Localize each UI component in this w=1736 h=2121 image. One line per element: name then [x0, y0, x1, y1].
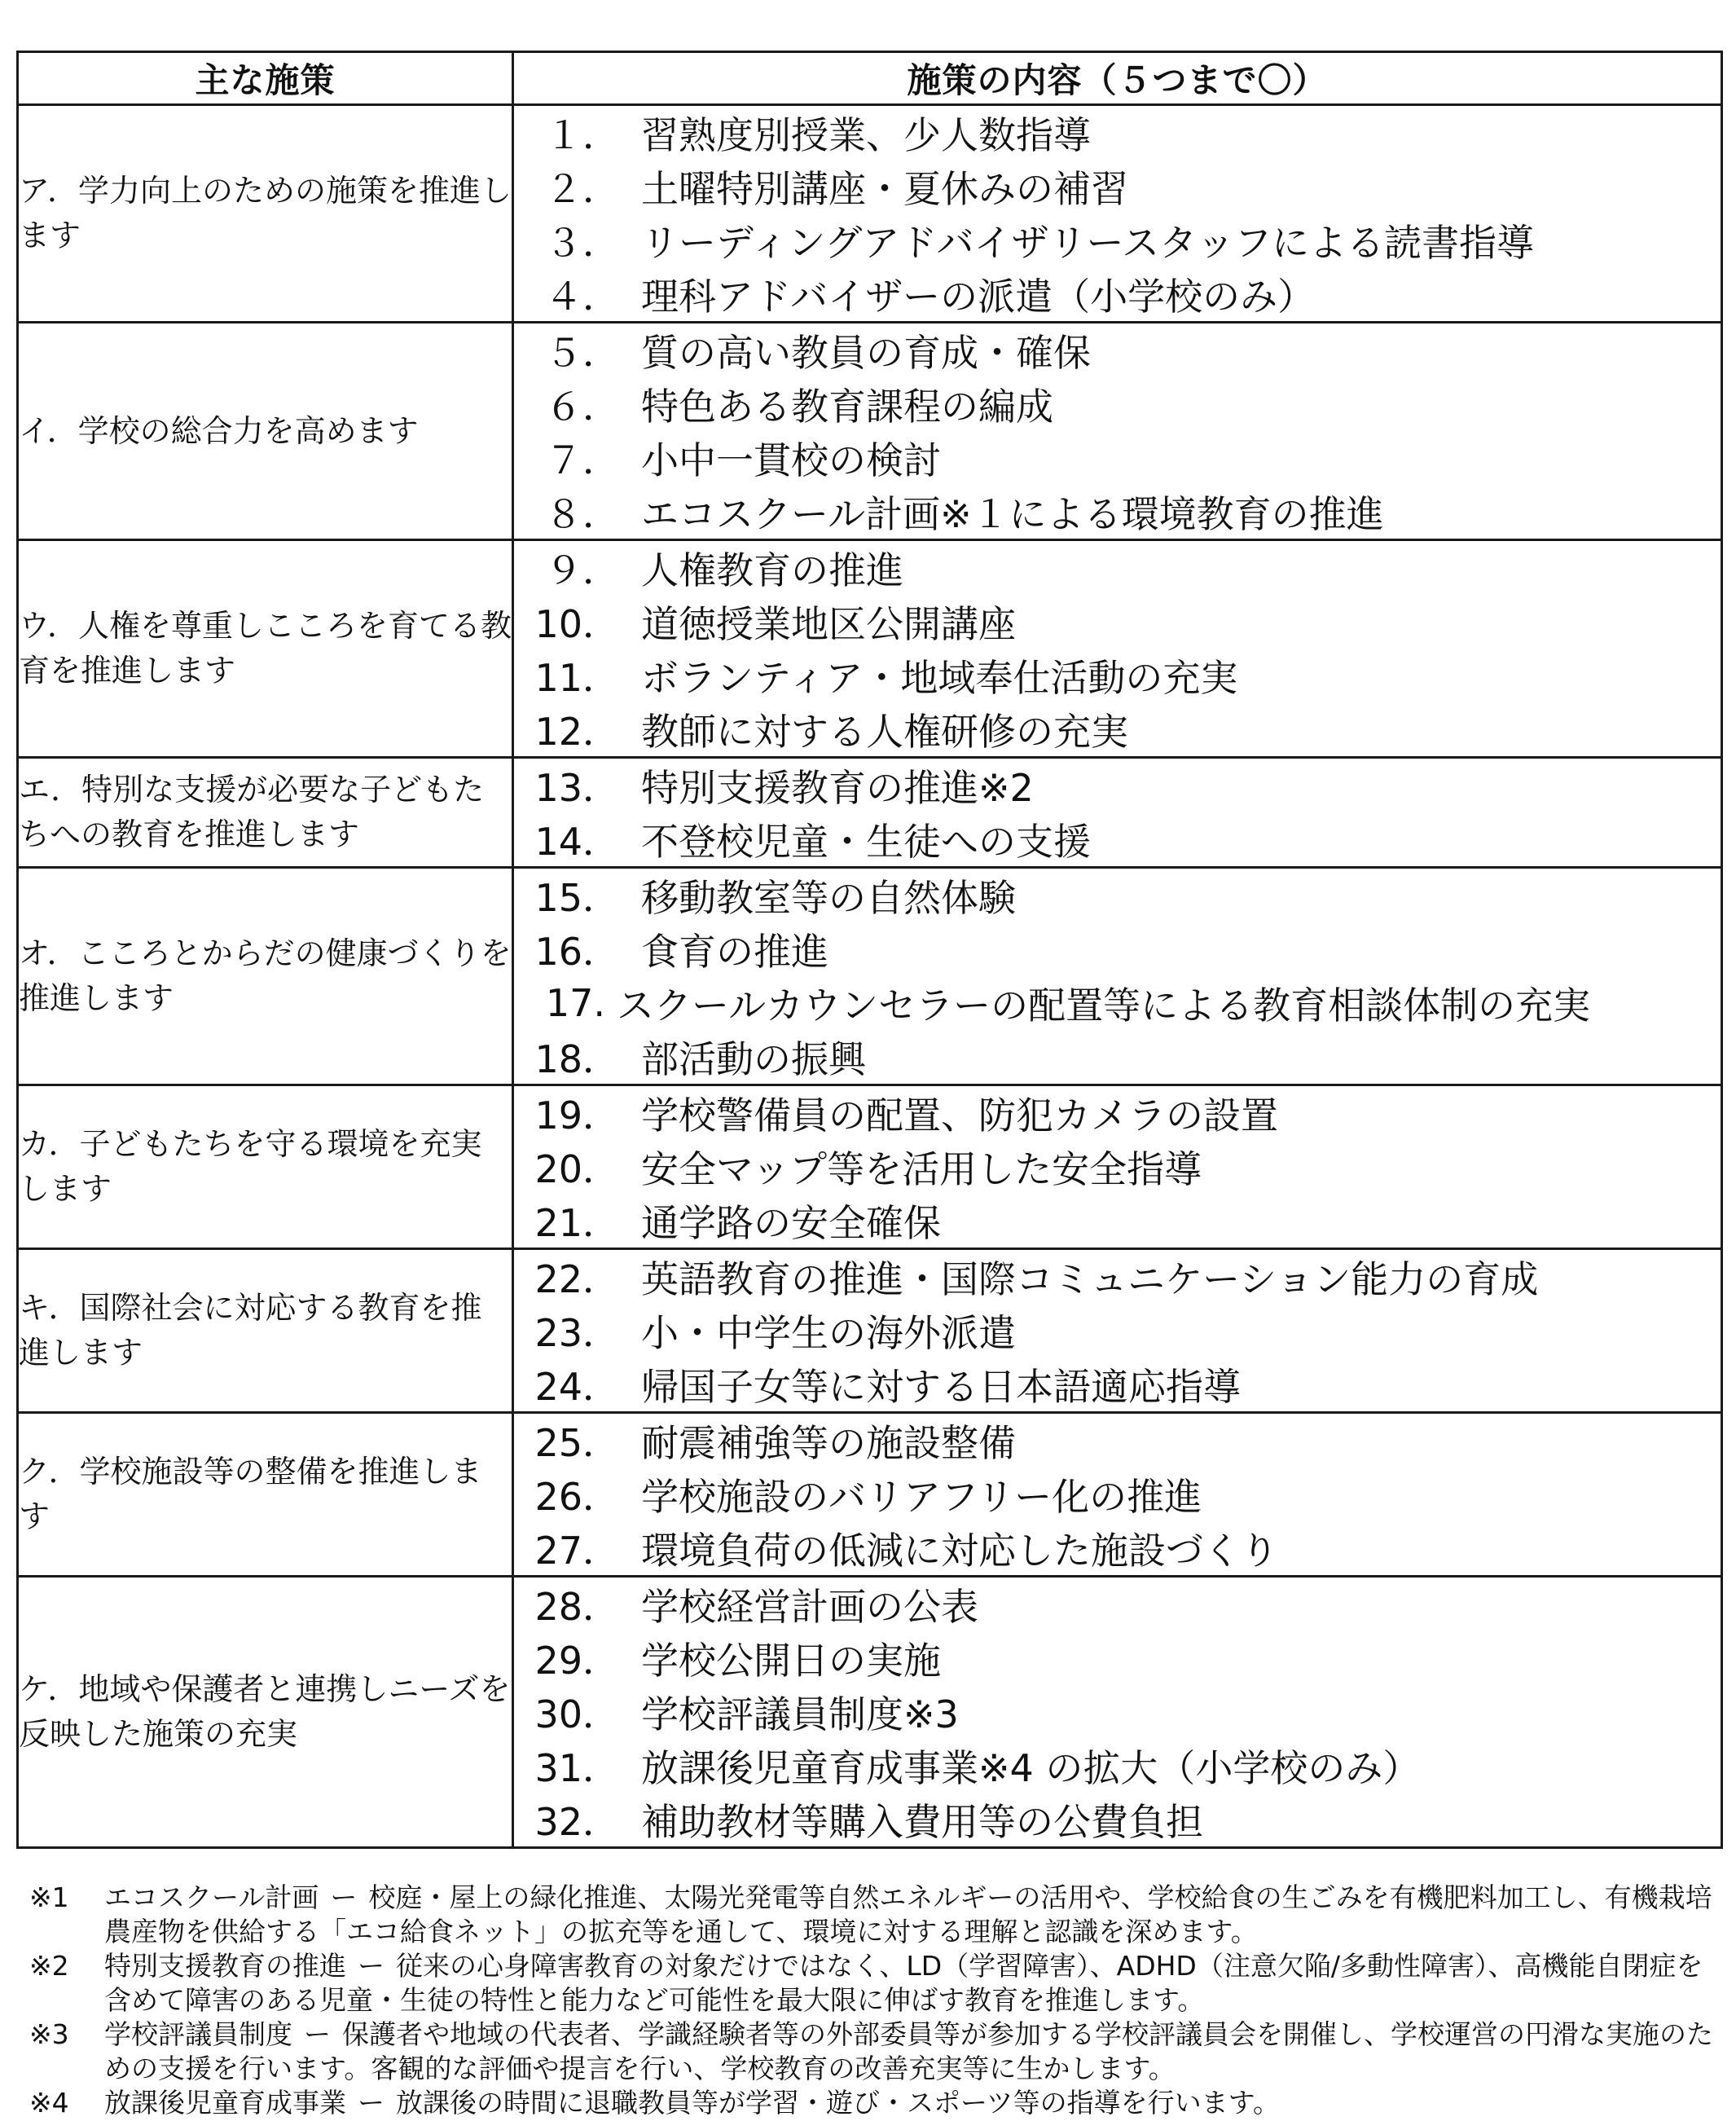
policy-item-number: ８． [545, 492, 620, 536]
policy-item-text: 食育の推進 [641, 930, 828, 974]
policy-item-text: スクールカウンセラーの配置等による教育相談体制の充実 [617, 983, 1591, 1027]
policy-item-number: 11． [534, 656, 620, 700]
policy-items-cell [513, 323, 1722, 540]
policy-item-text: 人権教育の推進 [641, 548, 903, 592]
table-header-row [18, 52, 1722, 105]
header-main-policy: 主な施策 [18, 52, 513, 105]
footnote [29, 2086, 1716, 2120]
policy-item-text: 耐震補強等の施設整備 [641, 1421, 1016, 1465]
policy-item [514, 267, 1721, 321]
policy-item [514, 1250, 1721, 1304]
policy-item [514, 1414, 1721, 1468]
footnote [29, 1949, 1716, 2018]
policy-item [514, 649, 1721, 702]
policy-item [514, 1468, 1721, 1521]
policy-item-text: 英語教育の推進・国際コミュニケーション能力の育成 [641, 1257, 1539, 1301]
policy-item [514, 976, 1721, 1030]
footnote-term: 放課後児童育成事業 [104, 2087, 346, 2119]
policy-item-number: 28． [534, 1585, 620, 1629]
footnote-separator: ー [358, 1950, 385, 1982]
policy-item-text: 学校評議員制度※3 [641, 1692, 959, 1736]
policy-items-cell [513, 105, 1722, 323]
policy-item-number: 19． [534, 1094, 620, 1138]
footnote-body [104, 2018, 1716, 2086]
footnote-body [104, 1949, 1716, 2018]
policy-item [514, 431, 1721, 485]
policy-item-number: 15． [534, 876, 620, 920]
policy-item-text: 環境負荷の低減に対応した施設づくり [641, 1529, 1278, 1573]
footnote [29, 2018, 1716, 2086]
policy-group-row [18, 868, 1722, 1085]
policy-item [514, 377, 1721, 431]
policy-item-text: 放課後児童育成事業※4 の拡大（小学校のみ） [641, 1746, 1421, 1790]
policy-item [514, 1739, 1721, 1793]
policy-item-text: 通学路の安全確保 [641, 1201, 941, 1245]
policy-item-number: 18． [534, 1037, 620, 1081]
policy-items-cell [513, 1085, 1722, 1249]
footnote-mark: ※2 [29, 1950, 69, 1982]
policy-item-text: 質の高い教員の育成・確保 [641, 331, 1091, 375]
policy-item [514, 485, 1721, 539]
policy-item [514, 1631, 1721, 1685]
policy-items-cell [513, 868, 1722, 1085]
policy-group-row [18, 1249, 1722, 1413]
policy-group-row [18, 323, 1722, 540]
policy-item-number: 25． [534, 1421, 620, 1465]
policy-items-cell [513, 1249, 1722, 1413]
policy-item-number: 16． [534, 930, 620, 974]
policy-table-body [18, 105, 1722, 1848]
footnote-mark: ※1 [29, 1881, 69, 1913]
policy-table [16, 51, 1723, 1849]
policy-item [514, 595, 1721, 649]
policy-item-number: 30． [534, 1692, 620, 1736]
main-policy-label: イ．学校の総合力を高めます [18, 323, 513, 540]
main-policy-label: オ．こころとからだの健康づくりを推進します [18, 868, 513, 1085]
footnote-body [104, 1881, 1716, 1949]
policy-item [514, 1086, 1721, 1140]
policy-group-row [18, 1577, 1722, 1848]
policy-items-cell [513, 540, 1722, 758]
policy-items-cell [513, 1577, 1722, 1848]
footnote-separator: ー [330, 1881, 358, 1913]
policy-item-number: 20． [534, 1147, 620, 1191]
policy-item-number: ４． [545, 275, 620, 319]
policy-item [514, 702, 1721, 756]
policy-item-number: 17. [545, 981, 605, 1025]
policy-item [514, 1304, 1721, 1358]
policy-item-text: 移動教室等の自然体験 [641, 876, 1016, 920]
footnote-separator: ー [358, 2087, 385, 2119]
footnote-mark: ※4 [29, 2087, 69, 2119]
policy-item-text: 理科アドバイザーの派遣（小学校のみ） [641, 275, 1316, 319]
policy-group-row [18, 540, 1722, 758]
header-policy-content: 施策の内容（５つまで〇） [513, 52, 1722, 105]
main-policy-label: ウ．人権を尊重しこころを育てる教育を推進します [18, 540, 513, 758]
policy-item-text: 学校施設のバリアフリー化の推進 [641, 1475, 1202, 1519]
policy-item-text: リーディングアドバイザリースタッフによる読書指導 [641, 221, 1535, 265]
policy-item-text: ボランティア・地域奉仕活動の充実 [641, 656, 1238, 700]
policy-item-number: 14． [534, 820, 620, 864]
policy-item-number: １． [545, 113, 620, 157]
policy-item-text: 帰国子女等に対する日本語適応指導 [641, 1365, 1241, 1409]
policy-item-number: ７． [545, 438, 620, 482]
policy-item [514, 213, 1721, 267]
policy-item [514, 1521, 1721, 1575]
main-policy-label: ア．学力向上のための施策を推進します [18, 105, 513, 323]
policy-item-text: 補助教材等購入費用等の公費負担 [641, 1800, 1203, 1844]
policy-item [514, 1578, 1721, 1631]
policy-item-text: 安全マップ等を活用した安全指導 [641, 1147, 1202, 1191]
policy-item [514, 759, 1721, 812]
policy-item-text: 学校公開日の実施 [641, 1639, 941, 1683]
policy-item-number: 21． [534, 1201, 620, 1245]
footnote-separator: ー [304, 2018, 331, 2050]
main-policy-label: ク．学校施設等の整備を推進します [18, 1413, 513, 1577]
policy-item-number: 29． [534, 1639, 620, 1683]
policy-item-text: 小・中学生の海外派遣 [641, 1311, 1016, 1355]
policy-item-number: 26． [534, 1475, 620, 1519]
policy-item-number: 31． [534, 1746, 620, 1790]
footnote-body [104, 2086, 1716, 2120]
policy-item-number: 27． [534, 1529, 620, 1573]
policy-item [514, 922, 1721, 976]
policy-item-text: 部活動の振興 [641, 1037, 866, 1081]
policy-item-number: ３． [545, 221, 620, 265]
policy-item [514, 1685, 1721, 1739]
footnote-term: 特別支援教育の推進 [104, 1950, 346, 1982]
policy-item [514, 323, 1721, 377]
footnote [29, 1881, 1716, 1949]
footnote-text: 放課後の時間に退職教員等が学習・遊び・スポーツ等の指導を行います。 [396, 2087, 1281, 2119]
policy-item-text: 特色ある教育課程の編成 [641, 385, 1053, 429]
policy-item [514, 541, 1721, 595]
policy-group-row [18, 1085, 1722, 1249]
policy-item [514, 160, 1721, 213]
policy-item-number: 32． [534, 1800, 620, 1844]
policy-item-number: ５． [545, 331, 620, 375]
footnote-text: 従来の心身障害教育の対象だけではなく、LD（学習障害）、ADHD（注意欠陥/多動性障害）、高機能自閉症を含めて障害のある児童・生徒の特性と能力など可能性を最大限に伸ばす教育を推進します。 [104, 1950, 1703, 2016]
policy-item [514, 812, 1721, 866]
main-policy-label: カ．子どもたちを守る環境を充実します [18, 1085, 513, 1249]
policy-item [514, 1030, 1721, 1084]
footnote-text: 校庭・屋上の緑化推進、太陽光発電等自然エネルギーの活用や、学校給食の生ごみを有機肥料加工し、有機栽培農産物を供給する「エコ給食ネット」の拡充等を通して、環境に対する理解と認識を深めます。 [104, 1881, 1712, 1947]
policy-item-text: エコスクール計画※１による環境教育の推進 [641, 492, 1384, 536]
footnote-text: 保護者や地域の代表者、学識経験者等の外部委員等が参加する学校評議員会を開催し、学校運営の円滑な実施のための支援を行います。客観的な評価や提言を行い、学校教育の改善充実等に生かします。 [104, 2018, 1713, 2084]
policy-items-cell [513, 758, 1722, 868]
policy-item-number: ２． [545, 167, 620, 211]
policy-item [514, 1194, 1721, 1248]
policy-item-text: 特別支援教育の推進※2 [641, 766, 1034, 810]
main-policy-label: キ．国際社会に対応する教育を推進します [18, 1249, 513, 1413]
policy-item-number: ６． [545, 385, 620, 429]
policy-item-number: 24． [534, 1365, 620, 1409]
policy-item-text: 不登校児童・生徒への支援 [641, 820, 1091, 864]
policy-item [514, 1358, 1721, 1411]
policy-group-row [18, 1413, 1722, 1577]
footnote-term: 学校評議員制度 [104, 2018, 292, 2050]
main-policy-label: エ．特別な支援が必要な子どもたちへの教育を推進します [18, 758, 513, 868]
policy-group-row [18, 105, 1722, 323]
policy-item-text: 学校経営計画の公表 [641, 1585, 978, 1629]
policy-item-text: 習熟度別授業、少人数指導 [641, 113, 1091, 157]
policy-item-text: 道徳授業地区公開講座 [641, 602, 1016, 646]
policy-item [514, 869, 1721, 922]
policy-item-number: 12． [534, 710, 620, 754]
policy-item-number: 13． [534, 766, 620, 810]
footnotes [29, 1881, 1716, 2120]
policy-group-row [18, 758, 1722, 868]
policy-item-text: 学校警備員の配置、防犯カメラの設置 [641, 1094, 1278, 1138]
policy-item [514, 106, 1721, 160]
policy-item [514, 1793, 1721, 1846]
footnote-mark: ※3 [29, 2018, 69, 2050]
policy-item-number: 23． [534, 1311, 620, 1355]
policy-item-number: 10． [534, 602, 620, 646]
footnote-term: エコスクール計画 [104, 1881, 319, 1913]
policy-item-number: 22． [534, 1257, 620, 1301]
policy-item [514, 1140, 1721, 1194]
policy-items-cell [513, 1413, 1722, 1577]
policy-item-text: 小中一貫校の検討 [641, 438, 941, 482]
policy-item-text: 土曜特別講座・夏休みの補習 [641, 167, 1128, 211]
main-policy-label: ケ．地域や保護者と連携しニーズを反映した施策の充実 [18, 1577, 513, 1848]
policy-item-number: ９． [545, 548, 620, 592]
policy-item-text: 教師に対する人権研修の充実 [641, 710, 1128, 754]
